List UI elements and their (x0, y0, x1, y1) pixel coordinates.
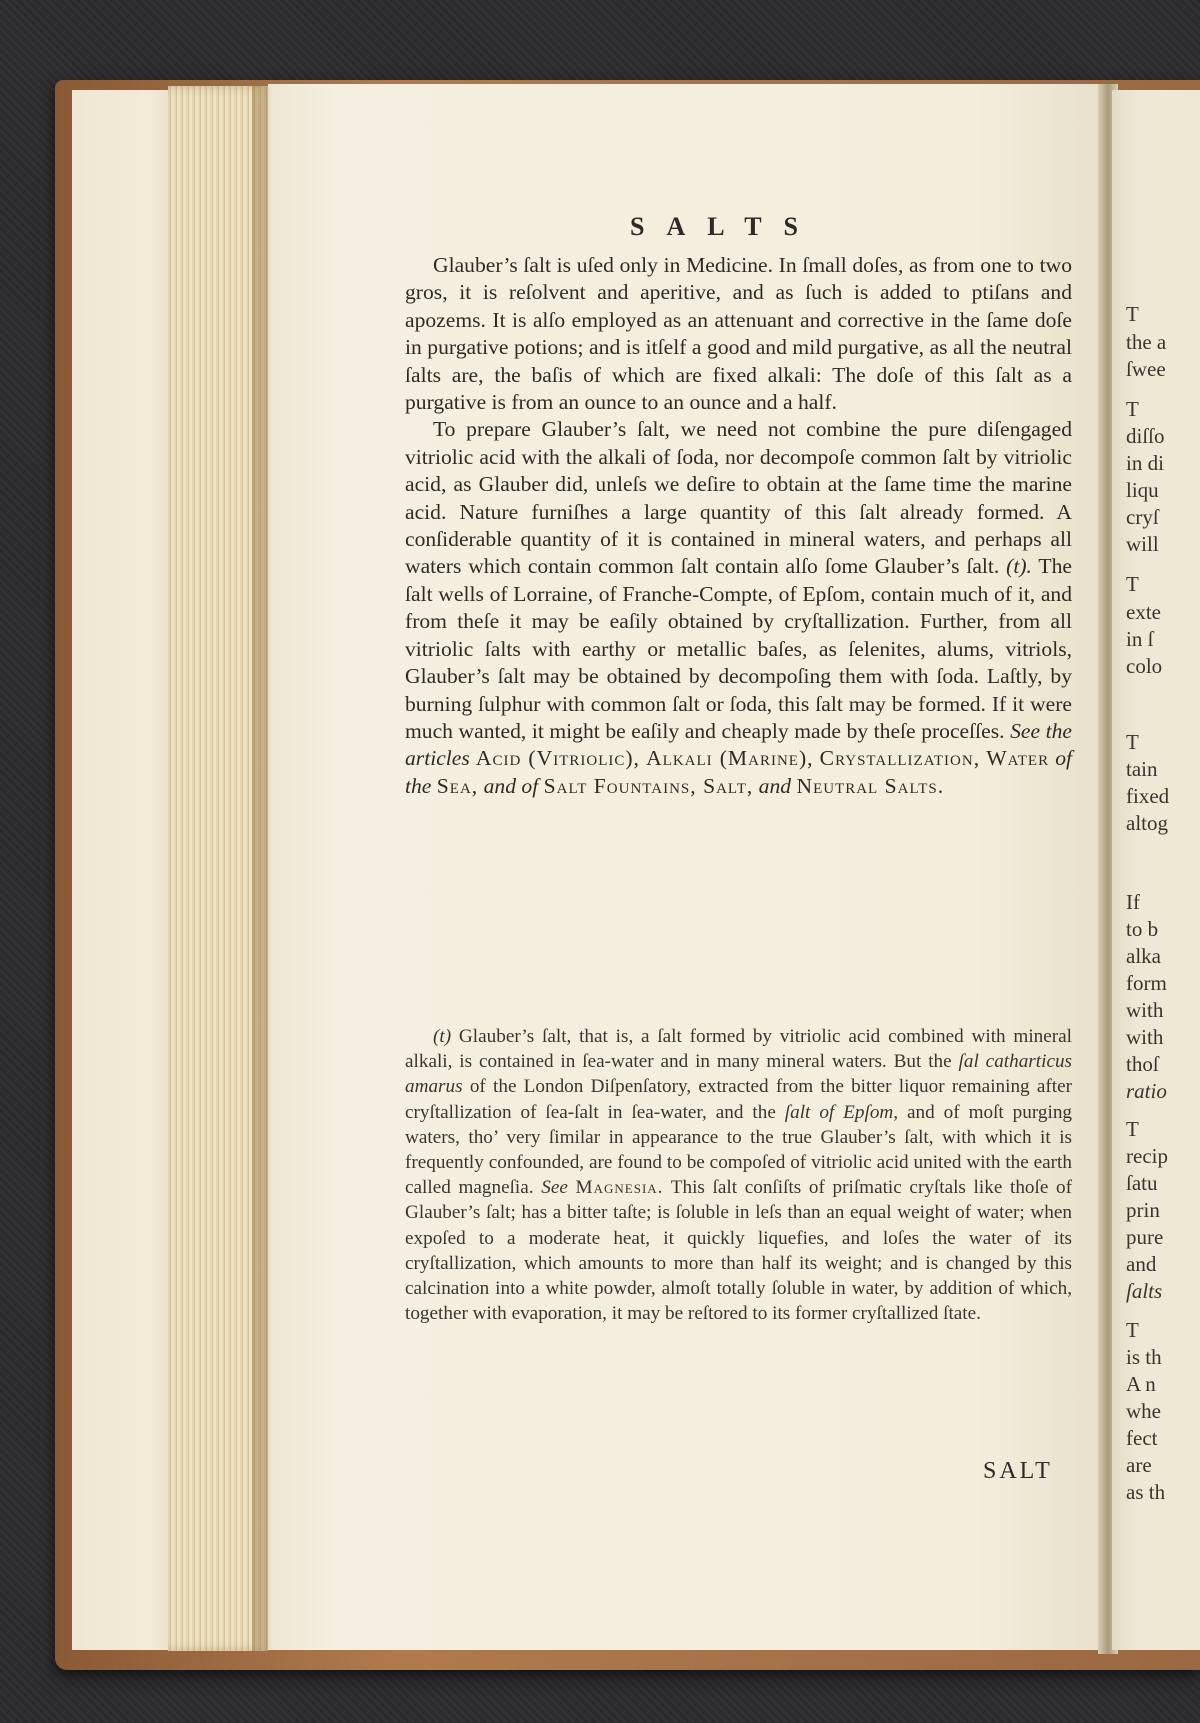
facing-page-fragment: tain (1126, 757, 1158, 781)
facing-page-fragment: recip (1126, 1144, 1168, 1168)
footnote-text-a: Glauber’s ſalt, that is, a ſalt formed by vitriolic acid combined with mineral alkali, is contained in ſea-water and in many mineral waters. But the (405, 1026, 1073, 1073)
footnote-paragraph (405, 1024, 1072, 1326)
facing-page-fragment: ratio (1126, 1079, 1167, 1103)
footnote-sal-catharticus: ſal catharticus amarus (405, 1051, 1073, 1098)
ref-crystallization: Crystallization, (819, 746, 981, 771)
ref-and-of: and of (483, 773, 539, 798)
facing-page-fragment: in di (1126, 451, 1164, 475)
footnote-see: See (541, 1177, 568, 1199)
ref-neutral-salts: Neutral Salts. (796, 773, 945, 798)
facing-page-fragment: fixed (1126, 784, 1170, 808)
facing-page-edge (1112, 90, 1200, 1650)
footnote (405, 1024, 1072, 1326)
facing-page-fragment: T (1126, 572, 1139, 596)
facing-page-fragment: alka (1126, 944, 1161, 968)
footnote-text-c: and of moſt purging waters, tho’ very ſimilar in appearance to the true Glauber’s ſalt, with which it is frequently confounded, are found to be compoſed of vitriolic acid united with the earth called magneſia. (405, 1101, 1073, 1199)
ref-acid: Acid (Vitriolic), (475, 746, 640, 771)
facing-page-fragment: ſatu (1126, 1171, 1158, 1195)
facing-page-fragment: T (1126, 730, 1139, 754)
paragraph-2-text-a: To prepare Glauber’s ſalt, we need not combine the pure diſengaged vitriolic acid with the alkali of ſoda, nor decompoſe common ſalt by vitriolic acid, as Glauber did, unleſs we deſire to obtain at the ſame time the marine acid. Nature furniſhes a large quantity of this ſalt already formed. A conſiderable quantity of it is contained in mineral waters, and perhaps all waters which contain common ſalt contain alſo ſome Glauber’s ſalt. (405, 417, 1072, 579)
running-head: SALTS (630, 212, 820, 241)
facing-page-fragment: whe (1126, 1399, 1161, 1423)
facing-page-fragment: is th (1126, 1345, 1162, 1369)
footnote-text-b: of the London Diſpenſatory, extracted from the bitter liquor remaining after cryſtallization of ſea-ſalt in ſea-water, and the (405, 1076, 1072, 1123)
facing-page-fragment: pure (1126, 1225, 1164, 1249)
paragraph-2 (405, 416, 1072, 800)
facing-page-fragment: T (1126, 302, 1139, 326)
footnote-marker: (t) (433, 1026, 452, 1047)
facing-page-fragment: liqu (1126, 478, 1159, 502)
facing-page-fragment: altog (1126, 811, 1168, 835)
ref-of-the: of the (405, 746, 1073, 798)
facing-page-fragment: If (1126, 890, 1140, 914)
ref-water: Water (986, 746, 1050, 771)
facing-page-fragment: to b (1126, 917, 1159, 941)
facing-page-fragment: in ſ (1126, 627, 1154, 651)
facing-page-fragment: with (1126, 998, 1164, 1022)
facing-page-fragment: ſwee (1126, 357, 1166, 381)
facing-page-fragment: are (1126, 1453, 1152, 1477)
facing-page-fragment: ſalts (1126, 1279, 1163, 1303)
facing-page-fragment: A n (1126, 1372, 1156, 1396)
facing-page-fragment: exte (1126, 600, 1161, 624)
footnote-magnesia: Magnesia. (575, 1177, 664, 1199)
catchword: SALT (983, 1458, 1053, 1484)
ref-salt-fountains: Salt Fountains, Salt, (543, 773, 754, 798)
facing-page-fragment: T (1126, 1117, 1139, 1141)
facing-page-fragment: diſſo (1126, 424, 1165, 448)
facing-page-fragment: prin (1126, 1198, 1160, 1222)
facing-page-fragment: will (1126, 532, 1159, 556)
facing-page-fragment: the a (1126, 330, 1167, 354)
footnote-salt-of-epsom: ſalt of Epſom, (784, 1101, 899, 1123)
facing-page-fragment: and (1126, 1252, 1157, 1276)
facing-page-fragment: thoſ (1126, 1052, 1159, 1076)
facing-page-fragment: fect (1126, 1426, 1158, 1450)
see-articles-label: See the articles (405, 718, 1072, 771)
facing-page-fragment: with (1126, 1025, 1164, 1049)
facing-page-fragment: form (1126, 971, 1167, 995)
facing-page-fragment: as th (1126, 1480, 1166, 1504)
ref-and: and (758, 773, 792, 798)
footnote-reference: (t). (1006, 554, 1032, 579)
paragraph-2-text-b: The ſalt wells of Lorraine, of Franche-Compte, of Epſom, contain much of it, and from theſe it may be eaſily obtained by cryſtallization. Further, from all vitriolic ſalts with earthy or metallic baſes, as ſelenites, alums, vitriols, Glauber’s ſalt may be obtained by decompoſing them with ſoda. Laſtly, by burning ſulphur with common ſalt or ſoda, this ſalt may be formed. If it were much wanted, it might be eaſily and cheaply made by theſe proceſſes. (405, 554, 1072, 743)
facing-page-fragment: cryſ (1126, 505, 1159, 529)
facing-page-fragment: T (1126, 397, 1139, 421)
facing-page-fragment: colo (1126, 654, 1163, 678)
facing-page-fragment: T (1126, 1318, 1139, 1342)
paragraph-1: Glauber’s ſalt is uſed only in Medicine. In ſmall doſes, as from one to two gros, it is reſolvent and aperitive, and as ſuch is added to ptiſans and apozems. It is alſo employed as an attenuant and corrective in the ſame doſe in purgative potions; and is itſelf a good and mild purgative, as all the neutral ſalts are, the baſis of which are fixed alkali: The doſe of this ſalt as a purgative is from an ounce to an ounce and a half. (405, 253, 1072, 415)
ref-alkali: Alkali (Marine), (646, 746, 814, 771)
ref-sea: Sea, (436, 773, 479, 798)
main-text (405, 252, 1072, 800)
page-shadow (252, 86, 272, 1651)
endpaper-edge (72, 90, 182, 1650)
footnote-text-d: This ſalt conſiſts of priſmatic cryſtals like thoſe of Glauber’s ſalt; has a bitter taſte; is ſoluble in leſs than an equal weight of water; when expoſed to a moderate heat, it quickly liquefies, and loſes the water of its cryſtallization, which amounts to more than half its weight; and is changed by this calcination into a white powder, almoſt totally ſoluble in water, by addition of which, together with evaporation, it may be reſtored to its former cryſtallized ſtate. (405, 1177, 1072, 1325)
